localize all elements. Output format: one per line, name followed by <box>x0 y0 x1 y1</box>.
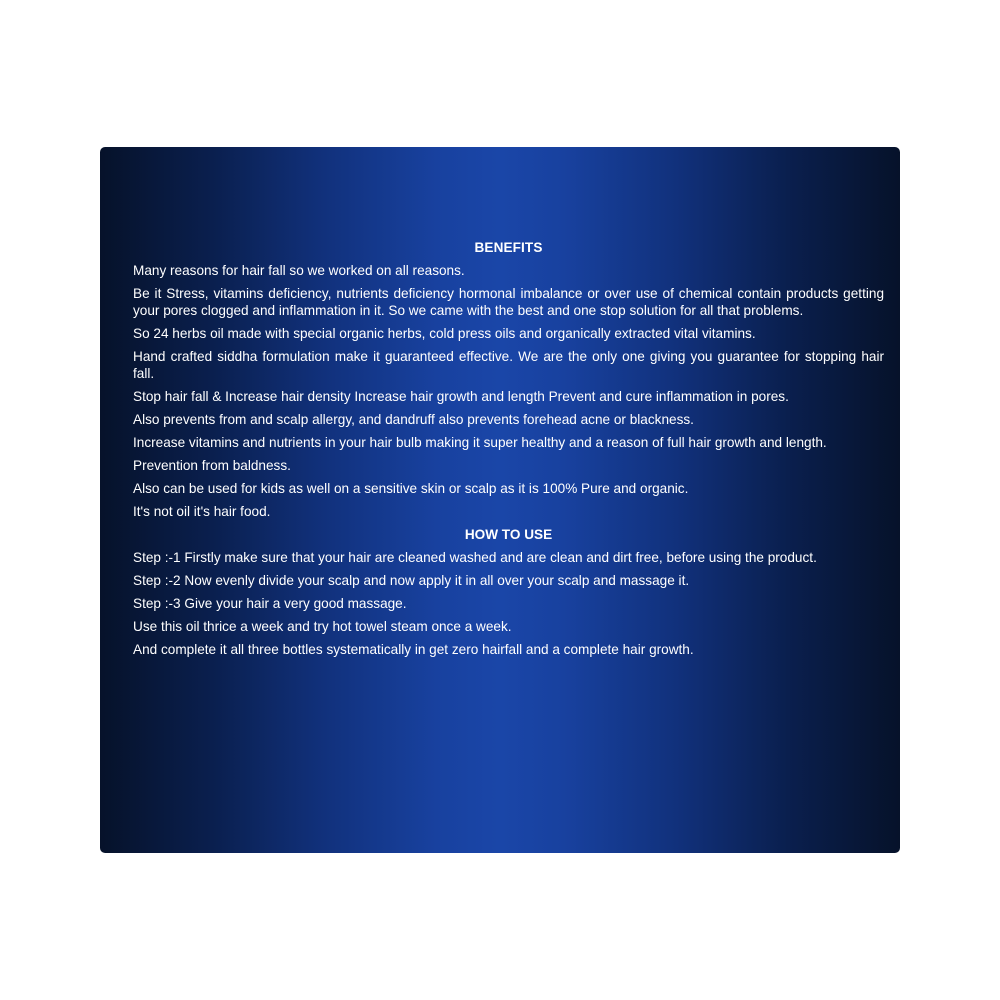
panel-content <box>133 239 884 664</box>
benefit-paragraph: Stop hair fall & Increase hair density Increase hair growth and length Prevent and cure inflammation in pores. <box>133 389 789 404</box>
usage-tip: And complete it all three bottles systematically in get zero hairfall and a complete hair growth. <box>133 642 694 657</box>
info-panel <box>100 147 900 853</box>
benefit-paragraph: Many reasons for hair fall so we worked on all reasons. <box>133 263 465 278</box>
benefit-paragraph: It's not oil it's hair food. <box>133 504 271 519</box>
benefit-paragraph: Increase vitamins and nutrients in your hair bulb making it super healthy and a reason of full hair growth and length. <box>133 435 827 450</box>
usage-step: Step :-1 Firstly make sure that your hair are cleaned washed and are clean and dirt free, before using the product. <box>133 550 817 565</box>
usage-step: Step :-2 Now evenly divide your scalp and now apply it in all over your scalp and massage it. <box>133 573 690 588</box>
benefit-paragraph: Hand crafted siddha formulation make it guaranteed effective. We are the only one giving you guarantee for stopping hair fall. <box>133 349 884 381</box>
usage-tip: Use this oil thrice a week and try hot towel steam once a week. <box>133 619 512 634</box>
benefit-paragraph: Be it Stress, vitamins deficiency, nutrients deficiency hormonal imbalance or over use of chemical contain products getting your pores clogged and inflammation in it. So we came with the best and one stop solution for all that problems. <box>133 286 884 318</box>
usage-step: Step :-3 Give your hair a very good massage. <box>133 596 407 611</box>
benefit-paragraph: Prevention from baldness. <box>133 458 291 473</box>
benefit-paragraph: Also prevents from and scalp allergy, and dandruff also prevents forehead acne or blackness. <box>133 412 694 427</box>
benefit-paragraph: So 24 herbs oil made with special organic herbs, cold press oils and organically extracted vital vitamins. <box>133 326 756 341</box>
benefits-heading: BENEFITS <box>474 240 543 255</box>
how-to-use-heading: HOW TO USE <box>464 527 553 542</box>
benefit-paragraph: Also can be used for kids as well on a sensitive skin or scalp as it is 100% Pure and organic. <box>133 481 689 496</box>
